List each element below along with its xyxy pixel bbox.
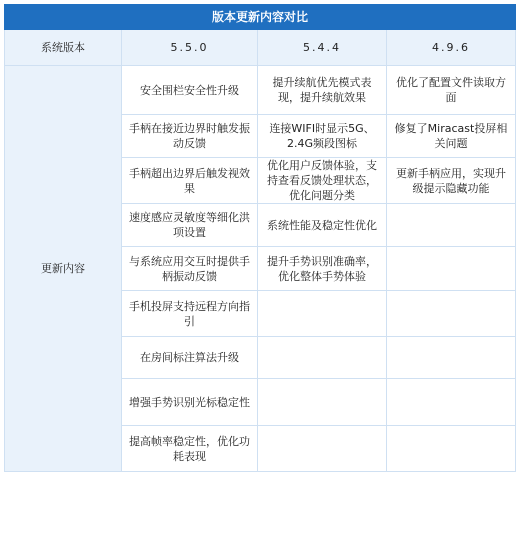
table-cell: 提升手势识别准确率，优化整体手势体验 bbox=[258, 247, 387, 291]
table-cell: 提高帧率稳定性，优化功耗表现 bbox=[122, 426, 258, 472]
table-cell bbox=[387, 247, 516, 291]
table-cell: 修复了Miracast投屏相关问题 bbox=[387, 115, 516, 158]
table-cell: 在房间标注算法升级 bbox=[122, 337, 258, 379]
table-cell bbox=[387, 291, 516, 337]
table-cell bbox=[387, 426, 516, 472]
table-cell bbox=[387, 204, 516, 247]
table-cell bbox=[258, 291, 387, 337]
version-4-9-6: 4.9.6 bbox=[387, 30, 516, 66]
table-cell: 连接WIFI时显示5G、2.4G频段图标 bbox=[258, 115, 387, 158]
table-cell: 优化用户反馈体验，支持查看反馈处理状态，优化问题分类 bbox=[258, 158, 387, 204]
update-content-label: 更新内容 bbox=[5, 66, 122, 472]
table-cell: 更新手柄应用，实现升级提示隐藏功能 bbox=[387, 158, 516, 204]
version-label: 系统版本 bbox=[5, 30, 122, 66]
table-cell bbox=[258, 337, 387, 379]
title-row bbox=[5, 5, 516, 30]
version-5-5-0: 5.5.0 bbox=[122, 30, 258, 66]
version-5-4-4: 5.4.4 bbox=[258, 30, 387, 66]
table-cell bbox=[258, 379, 387, 426]
table-cell: 速度感应灵敏度等细化洪项设置 bbox=[122, 204, 258, 247]
table-cell: 安全围栏安全性升级 bbox=[122, 66, 258, 115]
table-cell: 优化了配置文件读取方面 bbox=[387, 66, 516, 115]
table-cell: 系统性能及稳定性优化 bbox=[258, 204, 387, 247]
table-cell: 与系统应用交互时提供手柄振动反馈 bbox=[122, 247, 258, 291]
table-cell: 增强手势识别光标稳定性 bbox=[122, 379, 258, 426]
header-row bbox=[5, 30, 516, 66]
table-cell bbox=[387, 337, 516, 379]
table-row bbox=[5, 66, 516, 115]
table-cell bbox=[258, 426, 387, 472]
table-cell: 手柄超出边界后触发视效果 bbox=[122, 158, 258, 204]
version-comparison-table bbox=[4, 4, 516, 472]
table-title: 版本更新内容对比 bbox=[5, 5, 516, 30]
table-cell: 提升续航优先模式表现，提升续航效果 bbox=[258, 66, 387, 115]
table-cell: 手柄在接近边界时触发振动反馈 bbox=[122, 115, 258, 158]
version-comparison-table-wrapper bbox=[4, 4, 515, 472]
table-cell bbox=[387, 379, 516, 426]
table-cell: 手机投屏支持远程方向指引 bbox=[122, 291, 258, 337]
